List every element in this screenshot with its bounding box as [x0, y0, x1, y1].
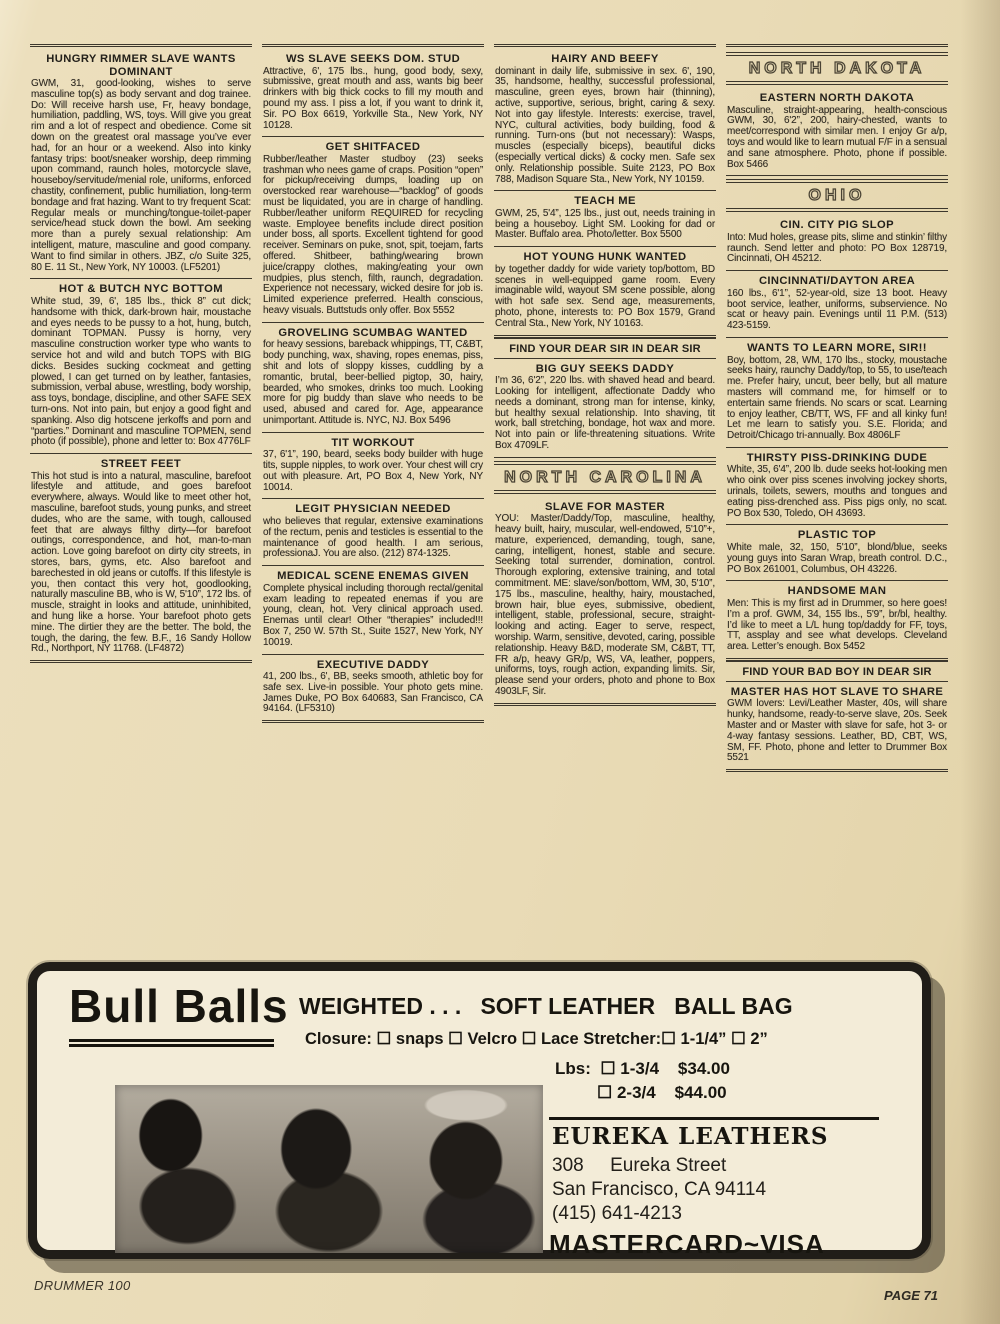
ad-title: GROVELING SCUMBAG WANTED: [278, 326, 468, 339]
ad-body: by together daddy for wide variety top/bottom, BD scenes in well-equipped game room. Every imaginable wild, wayout SM scene possible, along with hot safe sex. Send age, measurements, photo, phone, interests to: PO Box 1579, Grand Central Sta., New York, NY 10163.: [495, 263, 715, 329]
ad-body: for heavy sessions, bareback whippings, TT, C&BT, body punching, wax, shaving, ropes enemas, piss, shit and lots of sloppy kisses, cuddling by a romantic, brutal, beer-bellied pigtop, 30, hairy, bearded, who smokes, drinks too much. Looking more for pig buddy than slave who needs to be used, abused and cared for. Age, appearance unimportant. Attitude is. NYC, NJ. Box 5496: [263, 339, 483, 426]
ad-title: HOT & BUTCH NYC BOTTOM: [59, 283, 223, 296]
ad-body: 160 lbs., 6'1”, 52-year-old, size 13 boot. Heavy boot service, leather, uniforms, subservience. No scat or heavy pain. Evenings until 11 P.M. (513) 423-5159.: [727, 287, 947, 332]
classifieds-column: [494, 44, 716, 960]
ad-title: MASTER HAS HOT SLAVE TO SHARE: [730, 685, 944, 698]
ad-body: 41, 200 lbs., 6', BB, seeks smooth, athletic boy for safe sex. Live-in possible. Your photo gets mine. James Duke, PO Box 640683, San Francisco, CA 94164. (LF5310): [263, 671, 483, 715]
ad-title: GET SHITFACED: [325, 141, 421, 154]
ad-body: GWM, 25, 5'4”, 125 lbs., just out, needs training in being a houseboy. Light SM. Looking for dad or Master. Buffalo area. Photo/letter. Box 5500: [495, 207, 715, 241]
ad-title: WANTS TO LEARN MORE, SIR!!: [747, 342, 927, 354]
ad-title: BIG GUY SEEKS DADDY: [535, 362, 675, 375]
ad-body: GWM, 31, good-looking, wishes to serve masculine top(s) as body servant and dog trainee. Do: Will receive harsh use, Fr, heavy bondage, humiliation, paddling, WS, toys. Will give you great rim and a lot of respect and obedience. Come sit down on the greatest oral massage you’ve ever had, for an hour or a weekend. Also into kinky fantasy trips: boot/sneaker worship, deep rimming upon command, raunch holes, motorcycle slave, houseboy/servitude/menial role, uniforms, enforced chastity, confinement, public humiliation, long-term bondage and frat hazing. Want to try frequent Scat: Regular meals or munching/tongue-toilet-paper service/head stuck down the bowl. Am seeking more than a purely sexual relationship: Am intelligent, mature, masculine and good company. Want to find similar in others. JBZ, c/o Suite 325, 80 E. 11 St., New York, NY 10003. (LF5201): [31, 78, 251, 273]
promo-line: FIND YOUR DEAR SIR IN DEAR SIR: [494, 337, 716, 359]
classified-ad: [726, 682, 948, 772]
weight-option-1: Lbs: ☐ 1-3/4 $34.00: [555, 1059, 730, 1078]
classified-ad: [494, 191, 716, 247]
company-phone: (415) 641-4213: [552, 1203, 682, 1224]
bull-balls-advertisement: [28, 962, 931, 1259]
classified-ad: [726, 338, 948, 448]
classified-ad: [262, 49, 484, 137]
classified-ad: [262, 655, 484, 724]
ad-title: EASTERN NORTH DAKOTA: [759, 92, 915, 104]
ad-body: This hot stud is into a natural, masculine, barefoot lifestyle and attitude, and goes barefoot everywhere, always. Would like to meet other hot, masculine, barefoot studs, young punks, and street dudes, who are the same, with tough, calloused feet that are always filthy dirty—for barefoot outings, correspondence, and hot, man-to-man action. Love going barefoot on dirty city streets, in stores, bars, gyms, etc. Also barefoot and barechested in old jeans or cutoffs. If this lifestyle is you, then contact this very hot, goodlooking, naturally masculine BB, who is W, 5'10”, 172 lbs. of muscle, straight in looks and attitude, uninhibited, and hung like a horse. Your barefoot photo gets mine. The dirtier they are the better. The bold, the tough, the daring, the few. B.F., 16 Sandy Hollow Rd., Northport, NY 11768. (LF4872): [31, 470, 251, 655]
ad-title: CIN. CITY PIG SLOP: [780, 219, 894, 232]
ad-body: I’m 36, 6'2”, 220 lbs. with shaved head and beard. Looking for intelligent, affectionate Daddy who needs a dominant, strong man for intense, kinky, but healthy sexual relationship. Into shaving, tit work, ball stretching, bondage, hot wax and more. Not into pain or life-threatening situations. Write Box 4709LF.: [495, 375, 715, 451]
ad-body: Boy, bottom, 28, WM, 170 lbs., stocky, moustache seeks hairy, raunchy Daddy/top, to 55, to use/teach me. Prefer hairy, uncut, beer belly, but all mature masters will command me, for himself or to entertain same friends. No scars or scat. Learning to enjoy leather, CB/TT, WS, FF and all kinky fun! Let me learn to satisfy you. S.E. Florida; and Detroit/Chicago tri-annually. Box 4806LF: [727, 354, 947, 442]
ad-title: HOT YOUNG HUNK WANTED: [523, 251, 687, 264]
company-divider-rule: [549, 1117, 879, 1120]
brand-underline-rule: [69, 1039, 274, 1047]
ad-title: STREET FEET: [100, 458, 182, 471]
classified-ad: [262, 323, 484, 433]
state-section-header: NORTH DAKOTA: [726, 52, 948, 85]
classified-ad: [262, 566, 484, 654]
ad-title: WS SLAVE SEEKS DOM. STUD: [285, 53, 461, 65]
leather-ball-bags-photo: [115, 1085, 543, 1253]
ad-title: TIT WORKOUT: [331, 436, 415, 449]
classified-ad: [262, 137, 484, 323]
classified-ad: [30, 279, 252, 454]
payment-methods: MASTERCARD~VISA: [549, 1229, 825, 1259]
classified-ad: [726, 448, 948, 526]
classified-ad: [30, 49, 252, 279]
ad-title: CINCINNATI/DAYTON AREA: [758, 275, 916, 288]
ad-title: TEACH ME: [574, 195, 636, 208]
closure-options-line: Closure: ☐ snaps ☐ Velcro ☐ Lace Stretcher:☐ 1-1/4” ☐ 2”: [305, 1030, 768, 1048]
classified-ad: [494, 497, 716, 706]
ad-body: dominant in daily life, submissive in sex. 6', 190, 35, handsome, healthy, successful professional, masculine, green eyes, brown hair (thinning), active, supportive, serious, bright, caring & sexy. Not into gay lifestyle. Interests: exercise, travel, NYC, cultural activities, body building, food & running. Turn-ons (but not necessary): Wasps, muscles (especially biceps), beautiful dicks (especially vertical dicks) & cocky men. Safe sex only. Relationship possible. Suite 2123, PO Box 788, Madison Square Sta., New York, NY 10159.: [495, 65, 715, 185]
classified-ad: [494, 359, 716, 458]
ad-body: White male, 32, 150, 5'10”, blond/blue, seeks young guys into Saran Wrap, breath control. D.C., PO Box 261001, Columbus, OH 43226.: [727, 542, 947, 575]
ad-body: White, 35, 6'4”, 200 lb. dude seeks hot-looking men who oink over piss scenes involving jockey shorts, urinals, toilets, sewers, mouths and tongues and eating piss-drenched ass. Piss pigs only, no scat. PO Box 530, Toledo, OH 43693.: [727, 464, 947, 519]
ad-body: Attractive, 6', 175 lbs., hung, good body, sexy, submissive, great mouth and ass, wants big beer drinkers with big thick cocks to fill my mouth and pound my ass. I piss a lot, if you want to drink it, Sir. PO Box 6619, Yorkville Sta., New York, NY 10128.: [263, 65, 483, 131]
ad-title: HANDSOME MAN: [787, 585, 887, 598]
classified-ad: [262, 433, 484, 500]
classifieds-column: [262, 44, 484, 960]
company-name: EUREKA LEATHERS: [552, 1123, 829, 1150]
ad-title: THIRSTY PISS-DRINKING DUDE: [746, 451, 928, 464]
ad-title: PLASTIC TOP: [797, 529, 877, 542]
classified-ad: [726, 88, 948, 176]
ad-body: GWM lovers: Levi/Leather Master, 40s, will share hunky, handsome, ready-to-serve slave, 20s. Seek Master and or Master with slave for safe, hot 3- or 4-way fantasy sessions. Leather, BD, CBT, WS, SM, FF. Photo, phone and letter to Drummer Box 5521: [727, 698, 947, 764]
ad-body: Complete physical including thorough rectal/genital exam leading to repeated enemas if you are young, clean, hot. Very clinical approach used. Enemas until clear! Other “therapies” included!!! Box 7, 250 W. 57th St., Suite 1527, New York, NY 10019.: [263, 582, 483, 648]
classified-ad: [726, 525, 948, 581]
classified-ad: [726, 581, 948, 659]
page-number: PAGE 71: [884, 1288, 938, 1303]
ad-body: White stud, 39, 6', 185 lbs., thick 8” cut dick; handsome with thick, dark-brown hair, moustache and eyes needs to be pussy to a hot, hung, butch, dominant TOPMAN. Pussy is horny, very masculine construction worker type who wants to service hot and wild and butch TOPS with BIG dicks. Besides sucking cockmeat and getting plowed, I can get turned on by leather, fantasies, submission, verbal abuse, wrestling, body worship, ass toys, bondage, discipline, and other SAFE SEX turn-ons. Not into pain, but enjoy a good fight and spanking. Also dig hotscene jerkoffs and porn and “parties.” Dominant and masculine TOPMEN, send photo (if possible), phone and letter to: Box 4776LF: [31, 295, 252, 448]
classified-ad: [494, 247, 716, 335]
classified-ad: [30, 454, 252, 663]
ad-body: who believes that regular, extensive examinations of the rectum, penis and testicles is essential to the maintenance of good health. I am serious, professionaJ. You are also. (212) 874-1325.: [263, 516, 483, 560]
ad-title: MEDICAL SCENE ENEMAS GIVEN: [277, 570, 469, 583]
ad-body: Men: This is my first ad in Drummer, so here goes! I’m a prof. GWM, 34, 155 lbs., 5'9”, br/bl, healthy. I’d like to meet a L/L hung top/daddy for FF, toys, TT, assplay and see what develops. Cleveland area. Letter’s enough. Box 5452: [727, 597, 947, 653]
ad-title: HAIRY AND BEEFY: [551, 53, 659, 65]
ad-body: Into: Mud holes, grease pits, slime and stinkin’ filthy raunch. Send letter and photo: PO Box 128719, Cincinnati, OH 45212.: [727, 231, 947, 265]
ad-body: Rubber/leather Master studboy (23) seeks trashman who nees game of craps. Position “open” for pickup/receiving dumps, loading up on overstocked rear warehouse—“backlog” of goods must be liquidated, you are in charge of handling. Rubber/leather uniform REQUIRED for recycling waste. Employee benefits include direct position under boss, all sports. Excellent tightend for good receiver. Seminars on puke, snot, spit, toejam, farts offered. Shitbeer, bathing/wearing brown juice/crappy clothes, making/eating your own mudpies, plus stench, filth, raunch, degradation. Experience not necessary, wicked desire for job is. Limited experience preferred. Health conscious, heavy visuals. Buttstuds only offer. Box 5552: [263, 153, 483, 317]
classified-ad: [262, 499, 484, 566]
classifieds-column: [726, 44, 948, 960]
ad-headline: WEIGHTED . . . SOFT LEATHER BALL BAG: [299, 993, 793, 1019]
ad-title: LEGIT PHYSICIAN NEEDED: [295, 503, 451, 516]
ad-title: SLAVE FOR MASTER: [545, 500, 665, 513]
classifieds-column: [30, 44, 252, 960]
company-address-city: San Francisco, CA 94114: [552, 1179, 767, 1200]
classifieds-area: [30, 44, 948, 960]
classified-ad: [726, 215, 948, 271]
ad-title: EXECUTIVE DADDY: [316, 658, 430, 671]
weight-option-2: ☐ 2-3/4 $44.00: [597, 1083, 727, 1102]
classified-ad: [726, 271, 948, 338]
state-section-header: OHIO: [726, 179, 948, 212]
state-section-header: NORTH CAROLINA: [494, 461, 716, 494]
magazine-issue-label: DRUMMER 100: [34, 1278, 131, 1293]
ad-brand-title: Bull Balls: [69, 980, 289, 1032]
ad-body: Masculine, straight-appearing, health-conscious GWM, 30, 6'2”, 200, hairy-chested, wants to meet/correspond with similar men. I enjoy Gr a/p, toys and would like to learn mutual F/F in a sensual and sane atmosphere. Photo, phone if possible. Box 5466: [727, 104, 947, 170]
ad-body: 37, 6'1”, 190, beard, seeks body builder with huge tits, supple nipples, to work over. Your chest will cry out with pleasure. Art, PO Box 4, New York, NY 10014.: [263, 449, 483, 493]
ad-title: HUNGRY RIMMER SLAVE WANTS DOMINANT: [46, 53, 236, 78]
company-address-street: 308 Eureka Street: [552, 1155, 727, 1176]
ad-body: YOU: Master/Daddy/Top, masculine, healthy, heavy built, hairy, muscular, well-endowed, 5'10”+, mature, experienced, demanding, tough, sane, caring, intelligent, honest, stable and secure. Seeking total surrender, domination, control. Thorough exploring, extensive training, and total commitment. ME: slave/son/bottom, WM, 30, 5'10”, 175 lbs., masculine, healthy, hairy, moustached, brown hair, blue eyes, submissive, obedient, intelligent, stable, professional, secure, straight-looking and acting. Eager to serve, respect, worship. Warm, sensitive, devoted, caring, possible relationship. Heavy B&D, moderate SM, C&BT, TT, FR a/p, heavy GR/p, WS, VA, leather, poppers, uniforms, toys, rough action, expanding limits. Sir, please send your orders, photo and phone to Box 4903LF, Sir.: [495, 513, 715, 697]
classified-ad: [494, 49, 716, 191]
promo-line: FIND YOUR BAD BOY IN DEAR SIR: [726, 660, 948, 682]
